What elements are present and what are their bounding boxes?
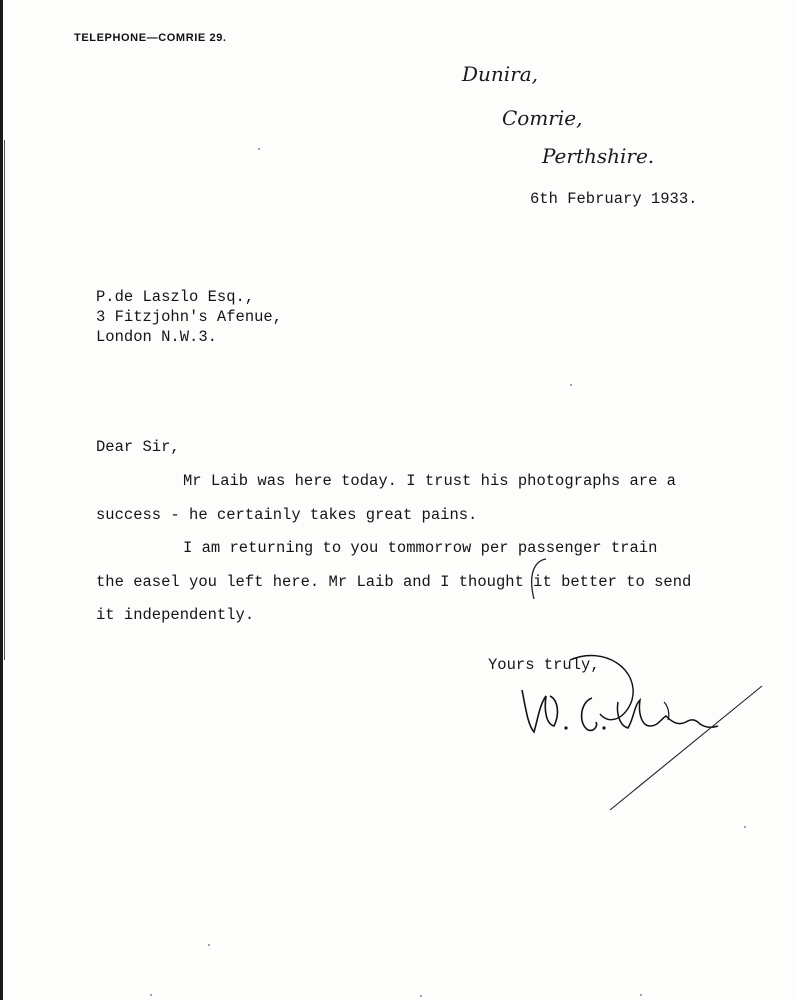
address-line-1: Dunira, — [462, 62, 539, 86]
recipient-line-3: London N.W.3. — [96, 328, 217, 346]
body-line-2: success - he certainly takes great pains. — [96, 506, 478, 524]
paper-speck — [258, 148, 260, 150]
paper-speck — [420, 995, 422, 997]
paper-speck — [640, 994, 642, 996]
paper-speck — [744, 826, 746, 828]
address-line-2: Comrie, — [502, 106, 583, 130]
signature-drawing — [500, 640, 780, 820]
address-line-3: Perthshire. — [542, 144, 655, 168]
paper-speck — [570, 384, 572, 386]
letter-date: 6th February 1933. — [530, 190, 698, 208]
recipient-line-2: 3 Fitzjohn's Afenue, — [96, 308, 283, 326]
body-line-5: it independently. — [96, 606, 255, 624]
salutation: Dear Sir, — [96, 438, 180, 456]
recipient-line-1: P.de Laszlo Esq., — [96, 288, 255, 306]
body-line-4: the easel you left here. Mr Laib and I thought it better to send — [96, 573, 692, 591]
body-line-1: Mr Laib was here today. I trust his photographs are a — [183, 472, 676, 490]
correction-mark — [520, 555, 560, 605]
page-edge-inner — [4, 140, 5, 660]
body-line-3: I am returning to you tommorrow per passenger train — [183, 539, 658, 557]
telephone-line: TELEPHONE—COMRIE 29. — [74, 32, 227, 44]
closing: Yours truly, — [488, 656, 600, 674]
paper-speck — [208, 944, 210, 946]
paper-speck — [150, 994, 152, 996]
page-edge — [0, 0, 3, 1000]
